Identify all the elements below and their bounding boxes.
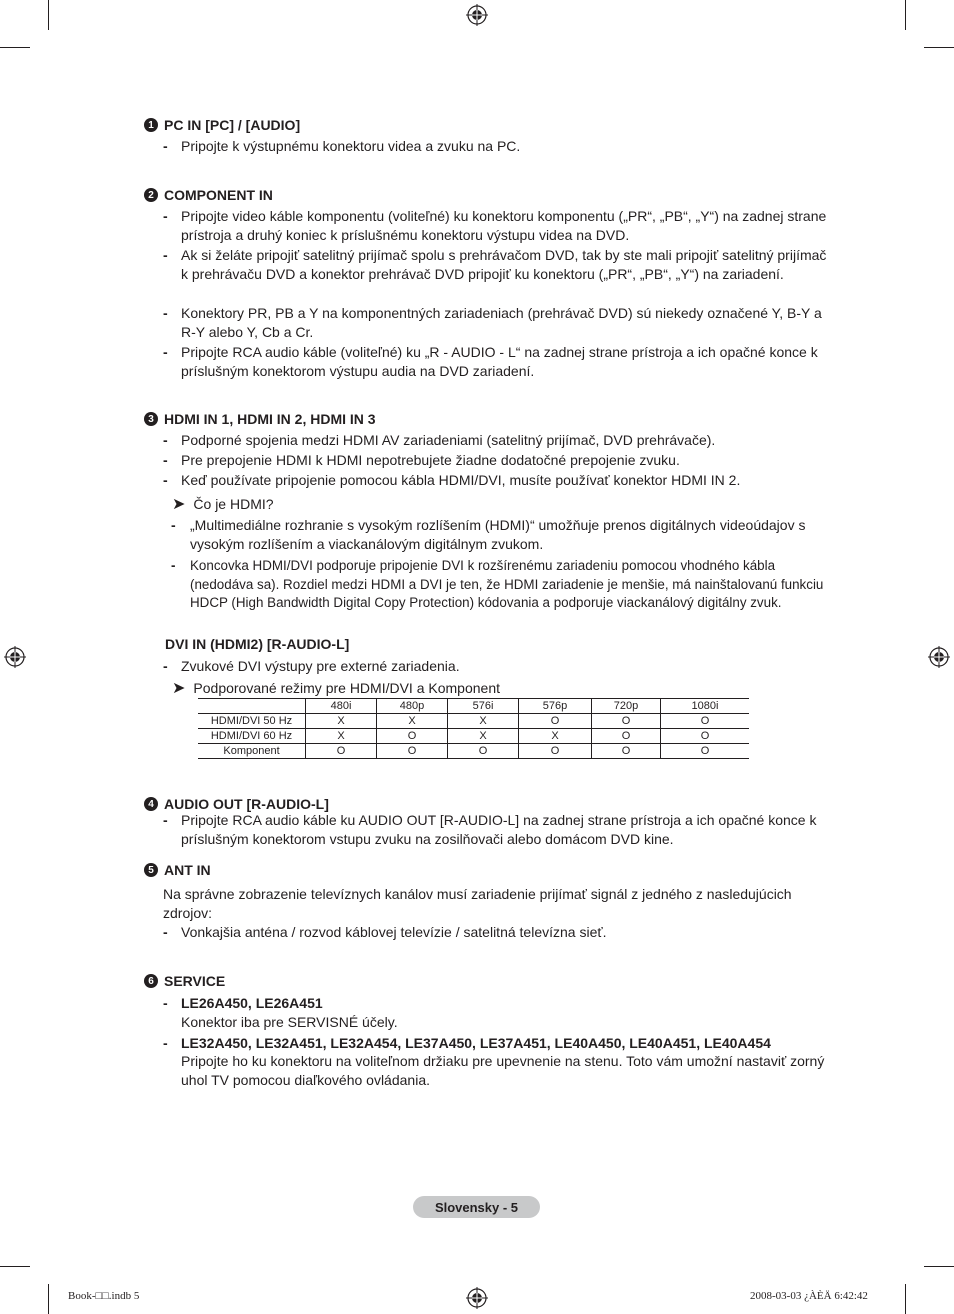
- crop-mark: [905, 0, 906, 30]
- table-header-row: 480i 480p 576i 576p 720p 1080i: [198, 699, 749, 714]
- section-title: SERVICE: [164, 973, 226, 989]
- section-heading: [144, 973, 225, 989]
- section-heading: [144, 411, 376, 427]
- section-number: 1: [144, 118, 158, 132]
- table-row: HDMI/DVI 60 Hz X O X X O O: [198, 729, 749, 744]
- note: [172, 678, 500, 698]
- note-arrow-icon: ➤: [172, 680, 186, 697]
- section-heading: [144, 187, 273, 203]
- crop-mark: [924, 47, 954, 48]
- registration-mark-icon: [466, 4, 488, 26]
- note: [172, 494, 274, 514]
- crop-mark: [48, 1284, 49, 1314]
- note-title: Podporované režimy pre HDMI/DVI a Komponent: [193, 680, 500, 696]
- note-arrow-icon: ➤: [172, 496, 186, 513]
- registration-mark-icon: [928, 646, 950, 668]
- section-title: AUDIO OUT [R-AUDIO-L]: [164, 796, 329, 812]
- section-number: 6: [144, 974, 158, 988]
- table-row: Komponent O O O O O O: [198, 744, 749, 759]
- section-number: 3: [144, 412, 158, 426]
- crop-mark: [924, 1266, 954, 1267]
- section-number: 5: [144, 863, 158, 877]
- section-title: ANT IN: [164, 862, 211, 878]
- section-title: HDMI IN 1, HDMI IN 2, HDMI IN 3: [164, 411, 376, 427]
- crop-mark: [48, 0, 49, 30]
- crop-mark: [0, 1266, 30, 1267]
- print-slug-right: 2008-03-03 ¿ÀÈÄ 6:42:42: [750, 1290, 868, 1302]
- note-title: Čo je HDMI?: [193, 496, 274, 512]
- paragraph: Na správne zobrazenie televíznych kanálov musí zariadenie prijímať signál z jedného z nasledujúcich zdrojov:: [163, 886, 792, 921]
- section-number: 2: [144, 188, 158, 202]
- registration-mark-icon: [4, 646, 26, 668]
- section-heading: [144, 862, 211, 878]
- page-number-badge: Slovensky - 5: [413, 1196, 540, 1218]
- section-heading: [144, 796, 329, 812]
- section-heading: [144, 117, 300, 133]
- supported-modes-table: [198, 698, 749, 759]
- crop-mark: [0, 47, 30, 48]
- crop-mark: [905, 1284, 906, 1314]
- section-title: COMPONENT IN: [164, 187, 273, 203]
- registration-mark-icon: [466, 1287, 488, 1309]
- subsection-title: DVI IN (HDMI2) [R-AUDIO-L]: [165, 636, 350, 652]
- table-row: HDMI/DVI 50 Hz X X X O O O: [198, 714, 749, 729]
- section-title: PC IN [PC] / [AUDIO]: [164, 117, 301, 133]
- print-slug-left: Book-□□.indb 5: [68, 1290, 140, 1302]
- section-number: 4: [144, 797, 158, 811]
